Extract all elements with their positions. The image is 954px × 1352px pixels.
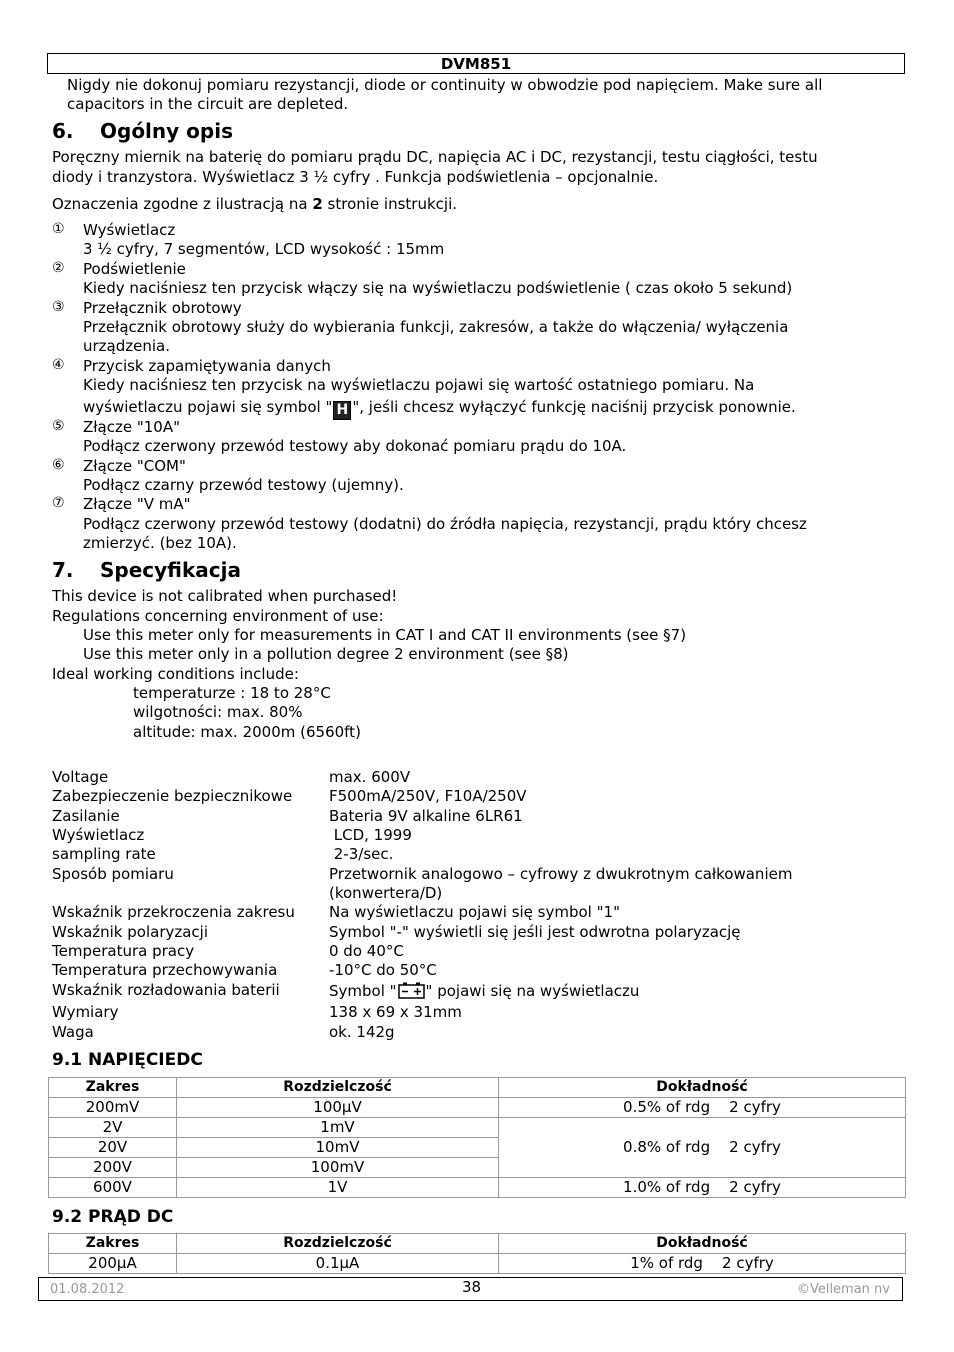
item-marker-3: ③ — [52, 299, 65, 315]
spec-label: Wskaźnik przekroczenia zakresu — [52, 903, 295, 921]
table-header-row — [49, 1078, 906, 1098]
table-header-row — [49, 1234, 906, 1254]
section-6-para1-line1: Poręczny miernik na baterię do pomiaru prądu DC, napięcia AC i DC, rezystancji, testu ciągłości, testu — [52, 148, 818, 166]
table-row — [49, 1098, 906, 1118]
section-6-para2 — [52, 195, 457, 213]
cell-resolution: 1mV — [177, 1118, 499, 1138]
cell-range: 200V — [49, 1158, 177, 1178]
item-2-desc: Kiedy naciśniesz ten przycisk włączy się na wyświetlaczu podświetlenie ( czas około 5 sekund) — [83, 279, 793, 297]
spec-value: 0 do 40°C — [329, 942, 404, 960]
spec-label: Temperatura przechowywania — [52, 961, 278, 979]
table-dc-current — [48, 1233, 906, 1274]
spec-value: Symbol "-" wyświetli się jeśli jest odwrotna polaryzację — [329, 923, 741, 941]
battery-text-post: " pojawi się na wyświetlaczu — [425, 982, 640, 1000]
spec-value: max. 600V — [329, 768, 411, 786]
cell-range: 2V — [49, 1118, 177, 1138]
spec-value: 138 x 69 x 31mm — [329, 1003, 462, 1021]
cell-range: 200mV — [49, 1098, 177, 1118]
footer-date: 01.08.2012 — [50, 1282, 125, 1297]
section-7-title: Specyfikacja — [100, 558, 242, 582]
cell-accuracy: 1% of rdg 2 cyfry — [499, 1254, 906, 1274]
header-title: DVM851 — [440, 55, 512, 73]
section-7-heading — [52, 558, 241, 582]
item-7-desc-2: zmierzyć. (bez 10A). — [83, 534, 237, 552]
spec-label: Wskaźnik rozładowania baterii — [52, 981, 280, 999]
table-row — [49, 1254, 906, 1274]
column-header-range: Zakres — [49, 1078, 177, 1098]
ideal-label: Ideal working conditions include: — [52, 665, 299, 683]
page-footer — [38, 1277, 903, 1301]
intro-line-2: capacitors in the circuit are depleted. — [67, 95, 349, 113]
table-row — [49, 1118, 906, 1138]
spec-value-continued: (konwertera/D) — [329, 884, 443, 902]
table-row — [49, 1178, 906, 1198]
item-7-title: Złącze "V mA" — [83, 495, 191, 513]
spec-label: Sposób pomiaru — [52, 865, 174, 883]
spec-label: Temperatura pracy — [52, 942, 195, 960]
spec-label: Voltage — [52, 768, 109, 786]
ideal-item-3: altitude: max. 2000m (6560ft) — [133, 723, 361, 741]
spec-label: Wymiary — [52, 1003, 119, 1021]
cell-range: 20V — [49, 1138, 177, 1158]
spec-value: F500mA/250V, F10A/250V — [329, 787, 527, 805]
cell-range: 600V — [49, 1178, 177, 1198]
spec-value — [329, 982, 639, 1000]
ideal-item-2: wilgotności: max. 80% — [133, 703, 303, 721]
column-header-accuracy: Dokładność — [499, 1234, 906, 1254]
battery-text-pre: Symbol " — [329, 982, 397, 1000]
item-4-desc-2 — [83, 398, 796, 420]
item-5-desc: Podłącz czerwony przewód testowy aby dokonać pomiaru prądu do 10A. — [83, 437, 627, 455]
spec-indent-2: Use this meter only in a pollution degree 2 environment (see §8) — [83, 645, 569, 663]
page-number: 38 — [462, 1278, 482, 1296]
spec-value: Przetwornik analogowo – cyfrowy z dwukrotnym całkowaniem — [329, 865, 793, 883]
item-marker-4: ④ — [52, 357, 65, 373]
para2-text-end: stronie instrukcji. — [322, 195, 458, 213]
cell-resolution: 10mV — [177, 1138, 499, 1158]
spec-value: Na wyświetlaczu pojawi się symbol "1" — [329, 903, 620, 921]
item-3-desc-1: Przełącznik obrotowy służy do wybierania funkcji, zakresów, a także do włączenia/ wyłączenia — [83, 318, 789, 336]
item-3-title: Przełącznik obrotowy — [83, 299, 242, 317]
hold-icon: H — [333, 401, 351, 420]
cell-resolution: 100mV — [177, 1158, 499, 1178]
column-header-accuracy: Dokładność — [499, 1078, 906, 1098]
item-1-desc: 3 ½ cyfry, 7 segmentów, LCD wysokość : 15mm — [83, 240, 445, 258]
item-7-desc-1: Podłącz czerwony przewód testowy (dodatni) do źródła napięcia, rezystancji, prądu który chcesz — [83, 515, 807, 533]
section-7-number: 7. — [52, 558, 74, 582]
item-5-title: Złącze "10A" — [83, 418, 180, 436]
para2-page-number: 2 — [312, 195, 323, 213]
hold-text-post: ", jeśli chcesz wyłączyć funkcję naciśnij przycisk ponownie. — [352, 398, 796, 416]
item-marker-1: ① — [52, 221, 65, 237]
item-6-title: Złącze "COM" — [83, 457, 186, 475]
cell-accuracy: 0.8% of rdg 2 cyfry — [499, 1118, 906, 1178]
table-dc-voltage — [48, 1077, 906, 1198]
item-2-title: Podświetlenie — [83, 260, 186, 278]
spec-value: LCD, 1999 — [329, 826, 412, 844]
spec-label: Zabezpieczenie bezpiecznikowe — [52, 787, 293, 805]
cell-resolution: 1V — [177, 1178, 499, 1198]
item-marker-2: ② — [52, 260, 65, 276]
spec-value: ok. 142g — [329, 1023, 395, 1041]
column-header-resolution: Rozdzielczość — [177, 1234, 499, 1254]
column-header-resolution: Rozdzielczość — [177, 1078, 499, 1098]
spec-value: -10°C do 50°C — [329, 961, 437, 979]
document-header — [47, 53, 905, 74]
table-92-title: 9.2 PRĄD DC — [52, 1207, 174, 1227]
footer-copyright: ©Velleman nv — [796, 1282, 890, 1297]
cell-range: 200µA — [49, 1254, 177, 1274]
section-6-heading — [52, 119, 233, 143]
table-91-title: 9.1 NAPIĘCIEDC — [52, 1050, 203, 1070]
spec-indent-1: Use this meter only for measurements in CAT I and CAT II environments (see §7) — [83, 626, 687, 644]
spec-line-2: Regulations concerning environment of use: — [52, 607, 384, 625]
cell-resolution: 100µV — [177, 1098, 499, 1118]
ideal-item-1: temperaturze : 18 to 28°C — [133, 684, 331, 702]
column-header-range: Zakres — [49, 1234, 177, 1254]
hold-text-pre: wyświetlaczu pojawi się symbol " — [83, 398, 333, 416]
item-6-desc: Podłącz czarny przewód testowy (ujemny). — [83, 476, 404, 494]
spec-value: Bateria 9V alkaline 6LR61 — [329, 807, 523, 825]
spec-label: Wyświetlacz — [52, 826, 145, 844]
item-marker-6: ⑥ — [52, 457, 65, 473]
spec-label: Wskaźnik polaryzacji — [52, 923, 209, 941]
spec-label: sampling rate — [52, 845, 156, 863]
section-6-para1-line2: diody i tranzystora. Wyświetlacz 3 ½ cyfry . Funkcja podświetlenia – opcjonalnie. — [52, 168, 659, 186]
section-6-number: 6. — [52, 119, 74, 143]
cell-resolution: 0.1µA — [177, 1254, 499, 1274]
section-6-title: Ogólny opis — [100, 119, 233, 143]
item-4-desc-1: Kiedy naciśniesz ten przycisk na wyświetlaczu pojawi się wartość ostatniego pomiaru. Na — [83, 376, 755, 394]
spec-label: Waga — [52, 1023, 94, 1041]
spec-value: 2-3/sec. — [329, 845, 394, 863]
item-3-desc-2: urządzenia. — [83, 337, 170, 355]
spec-label: Zasilanie — [52, 807, 120, 825]
item-marker-5: ⑤ — [52, 418, 65, 434]
spec-line-1: This device is not calibrated when purchased! — [52, 587, 398, 605]
item-1-title: Wyświetlacz — [83, 221, 176, 239]
para2-text: Oznaczenia zgodne z ilustracją na — [52, 195, 313, 213]
cell-accuracy: 1.0% of rdg 2 cyfry — [499, 1178, 906, 1198]
item-4-title: Przycisk zapamiętywania danych — [83, 357, 331, 375]
intro-line-1: Nigdy nie dokonuj pomiaru rezystancji, diode or continuity w obwodzie pod napięciem. Make sure all — [67, 76, 823, 94]
battery-icon — [398, 982, 425, 999]
cell-accuracy: 0.5% of rdg 2 cyfry — [499, 1098, 906, 1118]
item-marker-7: ⑦ — [52, 495, 65, 511]
